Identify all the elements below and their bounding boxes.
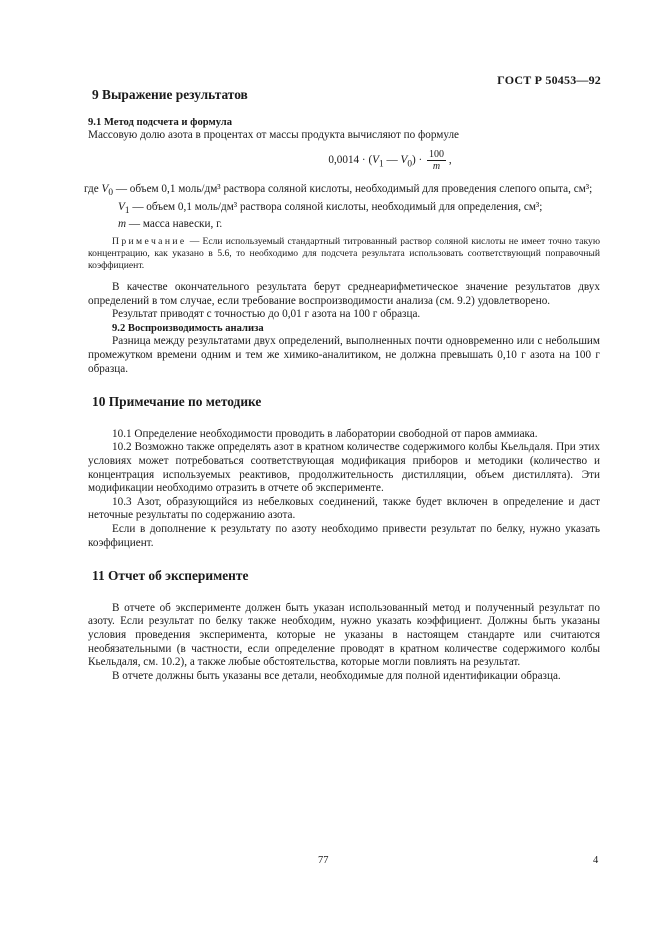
page-number: 77 (318, 855, 329, 866)
section-9-heading: 9 Выражение результатов (92, 87, 248, 102)
note: Примечание — Если используемый стандартный титрованный раствор соляной кислоты не имеет точно такую концентрацию, как указано в 5.6, то необходимо для подсчета результата использовать соответствующий поправочный коэффициент. (88, 236, 600, 272)
paragraph-precision: Результат приводят с точностью до 0,01 г азота на 100 г образца. (112, 308, 421, 321)
definition-v1: $V_1$ — объем 0,1 моль/дм³ раствора соляной кислоты, необходимый для определения, см³; (118, 200, 543, 216)
formula-fraction: $\frac{100}{m}$ (429, 148, 445, 172)
formula-intro: Массовую долю азота в процентах от массы продукта вычисляют по формуле (88, 129, 460, 142)
section-11-heading: 11 Отчет об эксперименте (92, 568, 249, 584)
paragraph-protein-coefficient: Если в дополнение к результату по азоту необходимо привести результат по белку, нужно указать коэффициент. (88, 522, 600, 549)
subsection-9-1-heading: 9.1 Метод подсчета и формула (88, 116, 233, 128)
paragraph-10-2: 10.2 Возможно также определять азот в кратном количестве содержимого колбы Кьельдаля. При этих условиях может потребоваться соответствующая модификация приборов и методики (количество и концентрация используемых реактивов, продолжительность дистилляции, объем дистиллята). Эти модификации необходимо отразить в отчете об эксперименте. (88, 441, 600, 495)
formula: $0,0014 \cdot (V_1$ — $V_0$) · $\frac{100}{m}$ , (328, 148, 452, 172)
document-body (84, 87, 600, 683)
paragraph-10-1: 10.1 Определение необходимости проводить в лаборатории свободной от паров аммиака. (112, 427, 538, 440)
paragraph-final-result: В качестве окончательного результата берут среднеарифметическое значение результатов двух определений в том случае, если требование воспроизводимости анализа (см. 9.2) удовлетворено. (88, 281, 600, 307)
section-10-heading: 10 Примечание по методике (92, 394, 262, 410)
paragraph-10-3: 10.3 Азот, образующийся из небелковых соединений, также будет включен в определение и даст неточные результаты по содержанию азота. (88, 495, 600, 522)
subsection-9-2-heading: 9.2 Воспроизводимость анализа (112, 322, 264, 334)
sheet-number: 4 (593, 855, 599, 866)
paragraph-11-2: В отчете должны быть указаны все детали, необходимые для полной идентификации образца. (112, 669, 561, 682)
definition-m: m — масса навески, г. (118, 218, 223, 231)
paragraph-reproducibility: Разница между результатами двух определений, выполненных почти одновременно или с небольшим промежутком времени одним и тем же химико-аналитиком, не должна превышать 0,10 г азота на 100 г образца. (88, 335, 600, 375)
document-code: ГОСТ Р 50453—92 (497, 73, 601, 87)
note-label: Примечание (112, 236, 187, 248)
paragraph-11-1: В отчете об эксперименте должен быть указан использованный метод и полученный результат по азоту. Если результат по белку также необходим, нужно указать коэффициент. Должны быть указаны условия проведения эксперимента, которые не указаны в настоящем стандарте или считаются необязательными (в частности, если определение проводят в кратном количестве содержимого колбы Кьельдаля, см. 10.2), а также любые обстоятельства, которые могли повлиять на результат. (88, 601, 600, 669)
definition-v0: где $V_0$ — объем 0,1 моль/дм³ раствора соляной кислоты, необходимый для проведения слепого опыта, см³; (84, 182, 593, 199)
variable-definitions (84, 182, 600, 232)
